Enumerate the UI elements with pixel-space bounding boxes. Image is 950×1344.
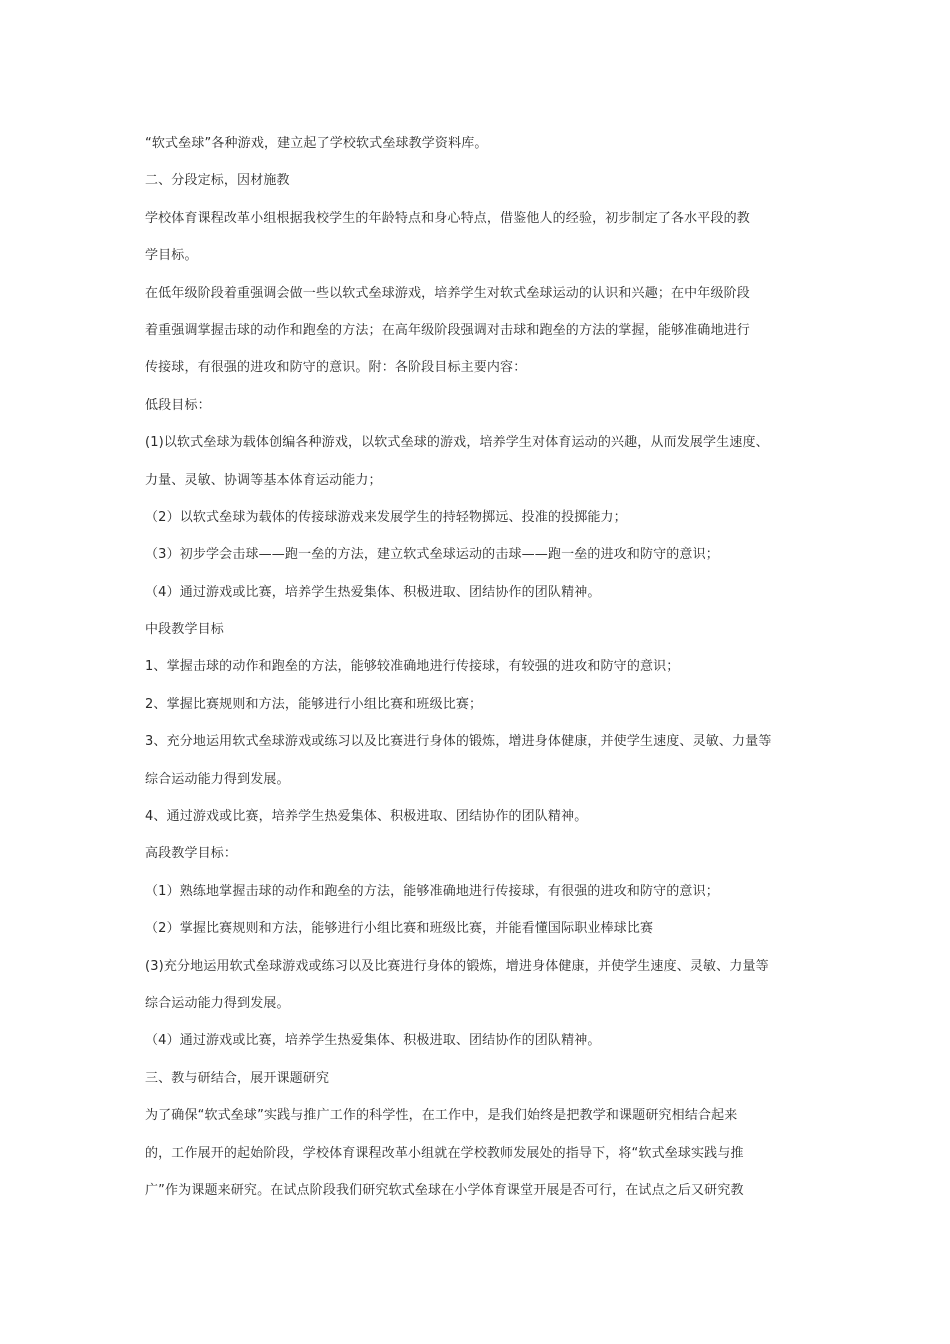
list-item: （2）掌握比赛规则和方法，能够进行小组比赛和班级比赛，并能看懂国际职业棒球比赛 <box>145 921 654 937</box>
text-line: 学校体育课程改革小组根据我校学生的年龄特点和身心特点，借鉴他人的经验，初步制定了各水平段的教 <box>145 210 750 226</box>
list-item-continuation: 综合运动能力得到发展。 <box>145 771 290 787</box>
text-line: 广”作为课题来研究。在试点阶段我们研究软式垒球在小学体育课堂开展是否可行，在试点之后又研究教 <box>145 1182 744 1198</box>
list-item: 1、掌握击球的动作和跑垒的方法，能够较准确地进行传接球，有较强的进攻和防守的意识； <box>145 659 680 675</box>
list-item: 3、充分地运用软式垒球游戏或练习以及比赛进行身体的锻炼，增进身体健康，并使学生速度、灵敏、力量等 <box>145 734 772 750</box>
subsection-heading: 低段目标： <box>145 397 211 413</box>
text-line: 传接球，有很强的进攻和防守的意识。附：各阶段目标主要内容： <box>145 360 527 376</box>
list-item-continuation: 力量、灵敏、协调等基本体育运动能力； <box>145 472 382 488</box>
list-item: (1)以软式垒球为载体创编各种游戏，以软式垒球的游戏，培养学生对体育运动的兴趣，从而发展学生速度、 <box>145 435 769 451</box>
list-item: 2、掌握比赛规则和方法，能够进行小组比赛和班级比赛； <box>145 696 483 712</box>
list-item: （3）初步学会击球——跑一垒的方法，建立软式垒球运动的击球——跑一垒的进攻和防守的意识； <box>145 547 719 563</box>
list-item: （2）以软式垒球为载体的传接球游戏来发展学生的持轻物掷远、投准的投掷能力； <box>145 509 627 525</box>
section-heading: 二、分段定标，因材施教 <box>145 173 290 189</box>
list-item: （4）通过游戏或比赛，培养学生热爱集体、积极进取、团结协作的团队精神。 <box>145 584 601 600</box>
list-item: （4）通过游戏或比赛，培养学生热爱集体、积极进取、团结协作的团队精神。 <box>145 1033 601 1049</box>
text-line: “软式垒球”各种游戏，建立起了学校软式垒球教学资料库。 <box>145 136 488 151</box>
section-heading: 三、教与研结合，展开课题研究 <box>145 1070 330 1086</box>
subsection-heading: 中段教学目标 <box>145 622 224 638</box>
text-line: 着重强调掌握击球的动作和跑垒的方法；在高年级阶段强调对击球和跑垒的方法的掌握，能够准确地进行 <box>145 322 750 338</box>
list-item: （1）熟练地掌握击球的动作和跑垒的方法，能够准确地进行传接球，有很强的进攻和防守的意识； <box>145 883 719 899</box>
subsection-heading: 高段教学目标： <box>145 846 238 862</box>
text-line: 的，工作展开的起始阶段，学校体育课程改革小组就在学校教师发展处的指导下，将“软式垒球实践与推 <box>145 1145 744 1161</box>
text-line: 为了确保“软式垒球”实践与推广工作的科学性，在工作中，是我们始终是把教学和课题研究相结合起来 <box>145 1108 738 1124</box>
document-body <box>145 125 810 1209</box>
text-line: 学目标。 <box>145 248 198 264</box>
list-item-continuation: 综合运动能力得到发展。 <box>145 995 290 1011</box>
list-item: (3)充分地运用软式垒球游戏或练习以及比赛进行身体的锻炼，增进身体健康，并使学生速度、灵敏、力量等 <box>145 958 769 974</box>
text-line: 在低年级阶段着重强调会做一些以软式垒球游戏，培养学生对软式垒球运动的认识和兴趣；在中年级阶段 <box>145 285 750 301</box>
list-item: 4、通过游戏或比赛，培养学生热爱集体、积极进取、团结协作的团队精神。 <box>145 809 588 825</box>
